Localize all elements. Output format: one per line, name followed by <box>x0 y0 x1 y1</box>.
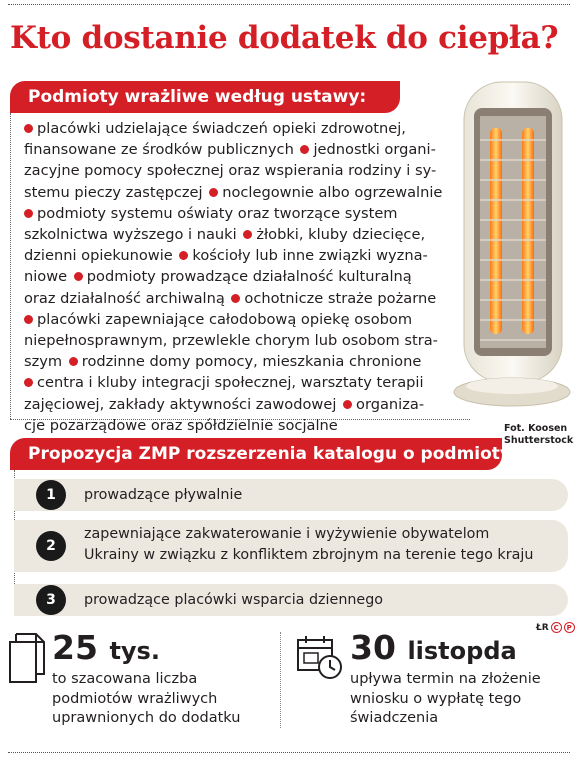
bullet-dot <box>343 400 352 409</box>
section1-banner <box>10 81 400 113</box>
proposal-text: prowadzące pływalnie <box>84 487 243 503</box>
stat-value-1: 25 tys. <box>52 628 160 667</box>
section2-banner <box>10 438 518 470</box>
list-line: stemu pieczy zastępczej noclegownie albo ogrzewalnie <box>24 183 443 201</box>
bullet-dot <box>24 209 33 218</box>
section2-title: Propozycja ZMP rozszerzenia katalogu o podmioty: <box>28 444 518 464</box>
proposal-text: zapewniające zakwaterowanie i wyżywienie obywatelom Ukrainy w związku z konfliktem zbrojnym na terenie tego kraju <box>84 526 534 563</box>
list-line: centra i kluby integracji społecznej, warsztaty terapii <box>24 372 464 393</box>
heater-photo <box>450 80 574 410</box>
number-badge: 2 <box>36 531 66 561</box>
number-badge: 3 <box>36 585 66 615</box>
stats-divider <box>280 632 281 728</box>
list-line: szym rodzinne domy pomocy, mieszkania chronione <box>24 353 422 371</box>
list-line: niowe podmioty prowadzące działalność kulturalną <box>24 268 412 286</box>
list-line: dzienni opiekunowie kościoły lub inne związki wyzna- <box>24 247 428 265</box>
bullet-dot <box>69 357 78 366</box>
stat-desc-1: to szacowana liczba podmiotów wrażliwych uprawnionych do dodatku <box>52 671 241 726</box>
stat-desc-2: upływa termin na złożenie wniosku o wypłatę tego świadczenia <box>350 671 541 726</box>
proposal-text: prowadzące placówki wsparcia dziennego <box>84 592 384 608</box>
list-line: zacyjne pomocy społecznej oraz wspierania rodziny i sy- <box>24 162 437 180</box>
bullet-dot <box>74 272 83 281</box>
list-line: podmioty systemu oświaty oraz tworzące system <box>24 203 464 224</box>
headline: Kto dostanie dodatek do ciepła? <box>10 20 559 56</box>
bullet-dot <box>209 188 218 197</box>
entities-list <box>24 118 464 436</box>
list-line: szkolnictwa wyższego i nauki żłobki, kluby dziecięce, <box>24 226 426 244</box>
bullet-dot <box>243 230 252 239</box>
bullet-dot <box>179 251 188 260</box>
photo-credit: Fot. Koosen Shutterstock <box>504 423 574 446</box>
calendar-clock-icon <box>296 634 344 680</box>
list-line: zajęciowej, zakłady aktywności zawodowej organiza- <box>24 395 425 413</box>
bullet-dot <box>24 315 33 324</box>
bullet-dot <box>231 294 240 303</box>
section1-frame <box>10 113 12 419</box>
publisher-logo: ŁR C P <box>536 622 575 633</box>
bullet-dot <box>24 124 33 133</box>
bullet-dot <box>300 145 309 154</box>
bullet-dot <box>24 378 33 387</box>
document-icon <box>6 632 46 684</box>
list-line: finansowane ze środków publicznych jednostki organi- <box>24 141 436 159</box>
list-line: cje pozarządowe oraz spółdzielnie socjalne <box>24 416 338 434</box>
number-badge: 1 <box>36 480 66 510</box>
list-line: niepełnosprawnym, przewlekle chorym lub osobom stra- <box>24 332 438 350</box>
stat-value-2: 30 listopda <box>350 628 517 667</box>
bottom-divider <box>8 752 570 753</box>
section1-title: Podmioty wrażliwe według ustawy: <box>28 87 367 107</box>
list-line: placówki zapewniające całodobową opiekę osobom <box>24 309 464 330</box>
list-line: oraz działalność archiwalną ochotnicze straże pożarne <box>24 289 437 307</box>
top-divider <box>8 4 570 5</box>
list-line: placówki udzielające świadczeń opieki zdrowotnej, <box>24 118 464 139</box>
